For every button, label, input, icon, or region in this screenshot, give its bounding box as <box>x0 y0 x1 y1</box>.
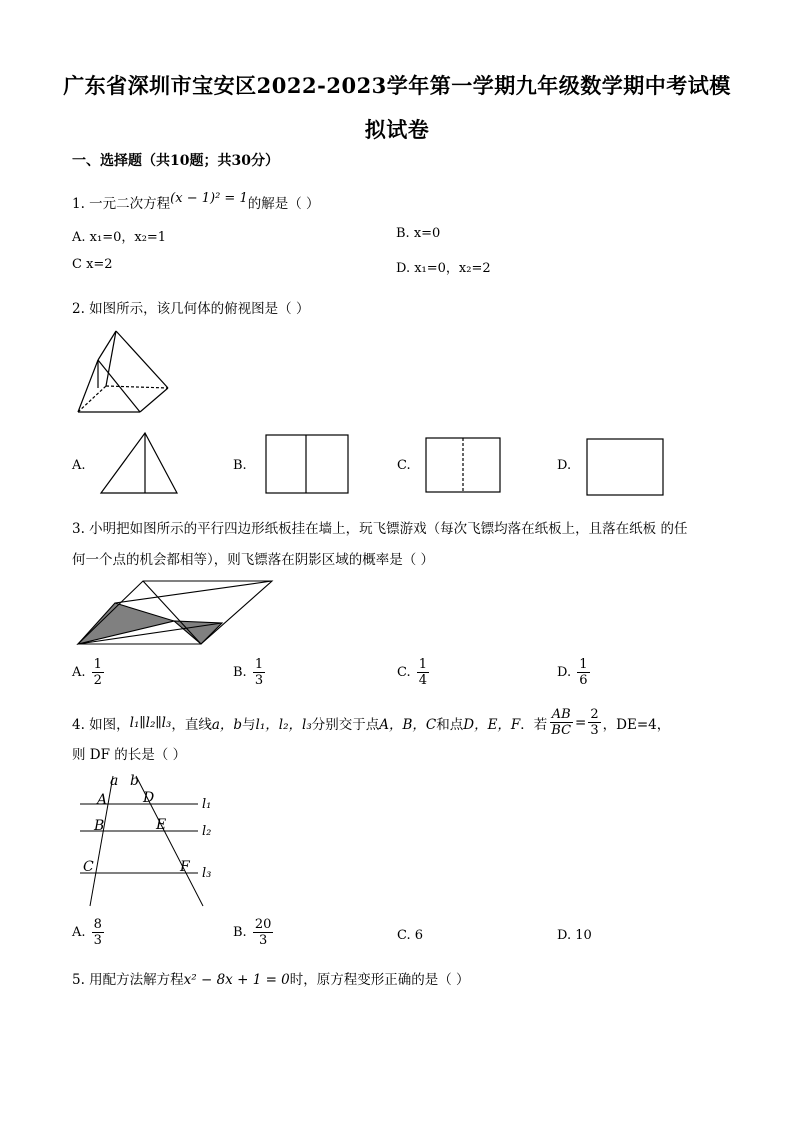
q3-a-num: 1 <box>93 657 102 672</box>
question-3-line1: 3. 小明把如图所示的平行四边形纸板挂在墙上，玩飞镖游戏（每次飞镖均落在纸板上，且落在纸板 的任 <box>72 521 688 537</box>
q5-prefix: 5. 用配方法解方程 <box>72 972 184 988</box>
q2-option-d-label: D. <box>557 458 572 473</box>
q4-ab: a，b <box>211 716 243 733</box>
question-5 <box>72 968 470 988</box>
q1-option-a: A. x₁=0，x₂=1 <box>72 230 167 245</box>
q4-frac-num: AB <box>551 707 571 722</box>
q4-option-b-label: B. <box>233 925 247 940</box>
q4-fig-label-F: F <box>180 859 190 875</box>
q2-option-d-rect <box>585 437 665 497</box>
q4-fig-label-l3: l₃ <box>202 866 212 881</box>
q3-option-b-label: B. <box>233 665 247 680</box>
q1-suffix: 的解是（ ） <box>247 196 320 212</box>
question-2: 2. 如图所示，该几何体的俯视图是（ ） <box>72 301 310 317</box>
question-4-line1 <box>72 707 670 738</box>
q2-option-b-rect <box>264 433 350 495</box>
q3-d-den: 6 <box>579 673 588 688</box>
q4-fig-label-l2: l₂ <box>202 824 212 839</box>
question-1 <box>72 192 320 212</box>
q2-prism-figure <box>74 328 174 418</box>
q4-option-b <box>233 917 275 948</box>
q3-option-d <box>557 657 592 688</box>
q4-fig-label-C: C <box>83 859 94 875</box>
q4-eq: = <box>575 714 587 731</box>
q3-c-den: 4 <box>418 673 428 688</box>
q4-tail: ，DE=4， <box>602 716 671 733</box>
q3-option-a <box>72 657 106 688</box>
q4-fig-label-E: E <box>156 817 167 833</box>
q4-ls: l₁，l₂，l₃ <box>255 716 312 733</box>
q3-option-d-label: D. <box>557 665 572 680</box>
q4-fig-label-a: a <box>110 773 119 789</box>
q3-option-c <box>397 657 431 688</box>
q3-b-num: 1 <box>254 657 264 672</box>
q4-parallel: l₁∥l₂∥l₃ <box>129 714 172 731</box>
q4-frac-den: BC <box>551 723 572 738</box>
q1-prefix: 1. 一元二次方程 <box>72 196 171 212</box>
q2-option-a-triangle <box>98 430 180 496</box>
q4-t4: 分别交于点 <box>311 716 380 733</box>
q4-t1: 4. 如图， <box>72 716 130 733</box>
q4-option-d: D. 10 <box>557 928 592 943</box>
q5-suffix: 时，原方程变形正确的是（ ） <box>289 972 470 988</box>
q2-option-b-label: B. <box>233 458 247 473</box>
q3-option-a-label: A. <box>72 665 86 680</box>
page-title-line1: 广东省深圳市宝安区2022-2023学年第一学期九年级数学期中考试模 <box>63 73 731 98</box>
q4-t3: 与 <box>242 716 256 733</box>
q4-fig-label-A: A <box>97 792 108 808</box>
q4-val-num: 2 <box>590 707 599 722</box>
q4-pts1: A，B，C <box>379 716 437 733</box>
page-title-line2: 拟试卷 <box>364 117 430 142</box>
q4-pts2: D，E，F <box>463 716 521 733</box>
q4-fig-label-B: B <box>94 818 105 834</box>
q4-a-num: 8 <box>93 917 102 932</box>
q5-equation: x² − 8x + 1 = 0 <box>183 972 290 988</box>
question-3-line2: 何一个点的机会都相等），则飞镖落在阴影区域的概率是（ ） <box>72 552 435 568</box>
q4-fig-label-l1: l₁ <box>202 797 212 812</box>
q2-option-a-label: A. <box>72 458 86 473</box>
q3-b-den: 3 <box>254 673 264 688</box>
q4-parallel-lines-figure <box>72 772 222 910</box>
q4-option-a <box>72 917 106 948</box>
q3-a-den: 2 <box>93 673 102 688</box>
q4-t5: 和点 <box>436 716 464 733</box>
q4-t6: ．若 <box>520 716 548 733</box>
section-heading: 一、选择题（共10题；共30分） <box>72 153 279 169</box>
q3-parallelogram-figure <box>74 578 278 648</box>
q4-t2: ，直线 <box>171 716 212 733</box>
q4-a-den: 3 <box>93 933 102 948</box>
q1-equation: (x − 1)² = 1 <box>170 191 248 206</box>
q3-option-b <box>233 657 267 688</box>
q4-option-a-label: A. <box>72 925 86 940</box>
q4-b-den: 3 <box>258 933 268 948</box>
q1-option-c: C x=2 <box>72 257 113 272</box>
q3-d-num: 1 <box>579 657 588 672</box>
q4-option-c: C. 6 <box>397 928 424 943</box>
q2-option-c-label: C. <box>397 458 411 473</box>
q1-option-d: D. x₁=0，x₂=2 <box>396 261 491 276</box>
q4-val-den: 3 <box>590 723 599 738</box>
q2-option-c-rect <box>424 436 502 494</box>
q3-c-num: 1 <box>418 657 428 672</box>
q4-b-num: 20 <box>254 917 272 932</box>
q4-fig-label-b: b <box>130 773 139 789</box>
q3-option-c-label: C. <box>397 665 411 680</box>
q4-fig-label-D: D <box>143 790 155 806</box>
q1-option-b: B. x=0 <box>396 226 441 241</box>
question-4-line2: 则 DF 的长是（ ） <box>72 747 187 763</box>
